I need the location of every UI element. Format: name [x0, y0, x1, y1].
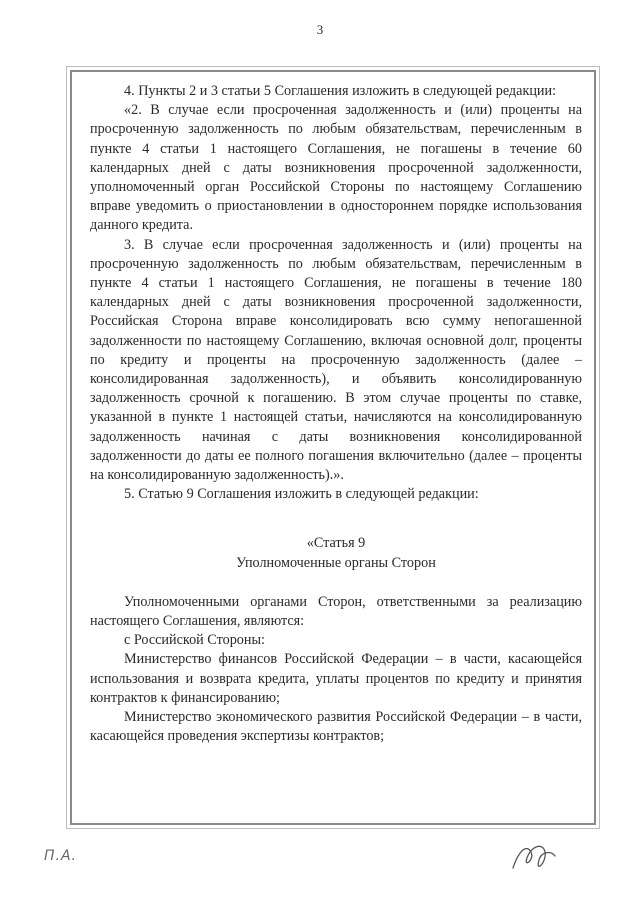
handwritten-signature — [505, 838, 565, 878]
handwritten-initials: П.А. — [44, 848, 78, 864]
article-heading-number: «Статья 9 — [306, 535, 366, 552]
page-number: 3 — [316, 22, 324, 37]
article-heading-title: Уполномоченные органы Сторон — [236, 554, 436, 571]
paragraph-ministry-finance: Министерство финансов Российской Федерации – в части, касающейся использования и возврата кредита, уплаты процентов по кредиту и принятия контрактов к финансированию; — [90, 651, 582, 706]
document-body — [90, 82, 582, 747]
paragraph-ministry-economy: Министерство экономического развития Российской Федерации – в части, касающейся проведения экспертизы контрактов; — [90, 709, 582, 745]
paragraph-clause-2: «2. В случае если просроченная задолженность и (или) проценты на просроченную задолженность по любым обязательствам, перечисленным в пункте 4 статьи 1 настоящего Соглашения, не погашены в течение 60 календарных дней с даты возникновения просроченной задолженности, уполномоченный орган Российской Стороны по настоящему Соглашению вправе уведомить о приостановлении в одностороннем порядке использования данного кредита. — [90, 102, 582, 234]
paragraph-item-4: 4. Пункты 2 и 3 статьи 5 Соглашения изложить в следующей редакции: — [124, 83, 557, 99]
paragraph-authorized-bodies: Уполномоченными органами Сторон, ответственными за реализацию настоящего Соглашения, являются: — [90, 593, 582, 630]
paragraph-item-5: 5. Статью 9 Соглашения изложить в следующей редакции: — [124, 486, 479, 503]
paragraph-clause-3: 3. В случае если просроченная задолженность и (или) проценты на просроченную задолженность по любым обязательствам, перечисленным в пункте 4 статьи 1 настоящего Соглашения, не погашены в течение 180 календарных дней с даты возникновения просроченной задолженности, Российская Сторона вправе консолидировать всю сумму непогашенной задолженности по настоящему Соглашению, включая основной долг, проценты по кредиту и проценты на просроченную задолженность (далее – консолидированная задолженность), и объявить консолидированную задолженность срочной к погашению. В этом случае проценты по ставке, указанной в пункте 1 настоящей статьи, начисляются на консолидированную задолженность начиная с даты возникновения консолидированной задолженности до даты ее полного погашения включительно (далее – проценты на консолидированную задолженность).». — [90, 236, 582, 484]
paragraph-russian-side: с Российской Стороны: — [124, 632, 265, 649]
